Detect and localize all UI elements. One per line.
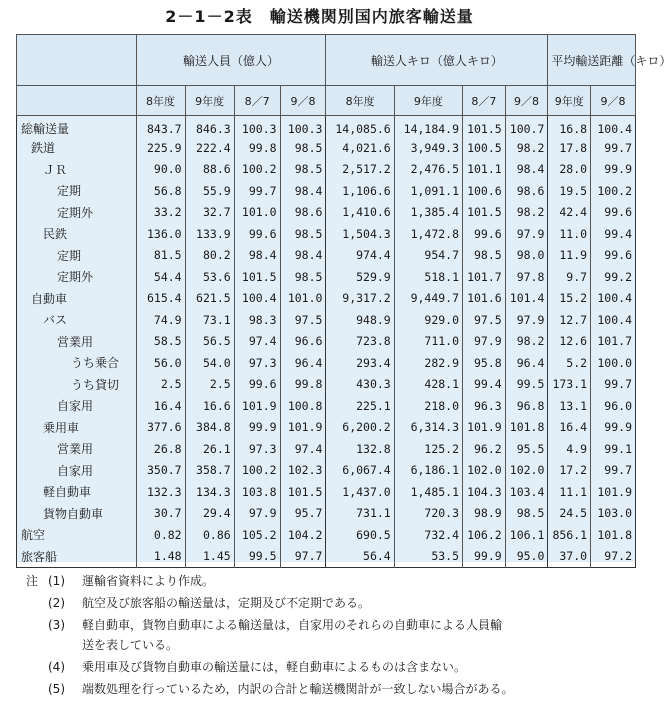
table-cell: 732.4: [394, 524, 462, 546]
table-cell: 24.5: [548, 503, 591, 525]
table-cell: 95.0: [505, 546, 548, 568]
table-cell: 100.4: [591, 309, 636, 331]
table-cell: 30.7: [136, 503, 185, 525]
table-cell: 1,385.4: [394, 202, 462, 224]
table-cell: 11.9: [548, 245, 591, 267]
table-cell: 98.4: [280, 245, 326, 267]
table-cell: 99.2: [591, 266, 636, 288]
note-item: [26, 678, 632, 700]
note-number: (4): [48, 660, 65, 674]
table-body: [17, 116, 636, 568]
row-label: 自家用: [17, 395, 137, 417]
table-cell: 100.2: [591, 180, 636, 202]
table-cell: 98.4: [234, 245, 280, 267]
table-cell: 16.8: [548, 116, 591, 138]
row-label: 貨物自動車: [17, 503, 137, 525]
table-cell: 293.4: [326, 352, 394, 374]
table-cell: 100.3: [280, 116, 326, 138]
table-cell: 99.5: [505, 374, 548, 396]
row-label: 軽自動車: [17, 481, 137, 503]
table-cell: 99.4: [463, 374, 506, 396]
table-cell: 81.5: [136, 245, 185, 267]
table-cell: 99.6: [234, 223, 280, 245]
header-avg-distance: 平均輸送距離（キロ）: [548, 35, 636, 86]
table-row: [17, 116, 636, 138]
table-cell: 125.2: [394, 438, 462, 460]
table-cell: 99.6: [591, 245, 636, 267]
table-cell: 1,106.6: [326, 180, 394, 202]
table-cell: 97.5: [463, 309, 506, 331]
table-cell: 98.5: [280, 223, 326, 245]
table-cell: 1,091.1: [394, 180, 462, 202]
table-cell: 103.8: [234, 481, 280, 503]
table-cell: 97.3: [234, 438, 280, 460]
table-cell: 97.9: [505, 309, 548, 331]
table-cell: 12.7: [548, 309, 591, 331]
table-cell: 73.1: [185, 309, 234, 331]
table-cell: 377.6: [136, 417, 185, 439]
table-cell: 14,085.6: [326, 116, 394, 138]
table-cell: 846.3: [185, 116, 234, 138]
subheader: 8／7: [463, 86, 506, 116]
row-label: 旅客船: [17, 546, 137, 568]
row-label: 航空: [17, 524, 137, 546]
table-cell: 42.4: [548, 202, 591, 224]
table-cell: 14,184.9: [394, 116, 462, 138]
table-cell: 98.5: [505, 503, 548, 525]
table-row: [17, 159, 636, 181]
table-cell: 53.5: [394, 546, 462, 568]
table-cell: 6,314.3: [394, 417, 462, 439]
table-cell: 98.0: [505, 245, 548, 267]
row-label: 乗用車: [17, 417, 137, 439]
table-row: [17, 137, 636, 159]
table-cell: 99.9: [463, 546, 506, 568]
table-cell: 97.3: [234, 352, 280, 374]
table-cell: 99.8: [280, 374, 326, 396]
table-cell: 0.82: [136, 524, 185, 546]
note-text: 乗用車及び貨物自動車の輸送量には，軽自動車によるものは含まない。: [82, 660, 467, 674]
table-cell: 101.8: [505, 417, 548, 439]
table-cell: 96.3: [463, 395, 506, 417]
note-item: [26, 592, 632, 614]
table-cell: 100.8: [280, 395, 326, 417]
table-cell: 2.5: [136, 374, 185, 396]
table-cell: 98.4: [280, 180, 326, 202]
table-cell: 101.9: [234, 395, 280, 417]
table-row: [17, 223, 636, 245]
table-cell: 96.2: [463, 438, 506, 460]
table-cell: 16.4: [548, 417, 591, 439]
table-cell: 529.9: [326, 266, 394, 288]
table-cell: 1.45: [185, 546, 234, 568]
note-number: (5): [48, 682, 65, 696]
table-row: [17, 245, 636, 267]
table-cell: 2,476.5: [394, 159, 462, 181]
table-cell: 102.0: [463, 460, 506, 482]
table-cell: 88.6: [185, 159, 234, 181]
table-cell: 1,410.6: [326, 202, 394, 224]
table-row: [17, 395, 636, 417]
table-cell: 102.3: [280, 460, 326, 482]
table-cell: 12.6: [548, 331, 591, 353]
table-cell: 428.1: [394, 374, 462, 396]
note-number: (1): [48, 574, 65, 588]
table-cell: 99.4: [591, 223, 636, 245]
table-row: [17, 266, 636, 288]
table-row: [17, 202, 636, 224]
table-cell: 133.9: [185, 223, 234, 245]
table-cell: 100.5: [463, 137, 506, 159]
table-cell: 101.0: [280, 288, 326, 310]
table-cell: 101.6: [463, 288, 506, 310]
table-cell: 56.8: [136, 180, 185, 202]
table-cell: 384.8: [185, 417, 234, 439]
table-cell: 99.6: [234, 374, 280, 396]
table-cell: 173.1: [548, 374, 591, 396]
header-passenger-km: 輸送人キロ（億人キロ）: [326, 35, 548, 86]
table-row: [17, 180, 636, 202]
transport-table-container: [16, 34, 671, 564]
table-cell: 98.5: [280, 159, 326, 181]
table-cell: 1,472.8: [394, 223, 462, 245]
table-row: [17, 524, 636, 546]
table-cell: 56.0: [136, 352, 185, 374]
table-cell: 97.9: [505, 223, 548, 245]
table-cell: 104.2: [280, 524, 326, 546]
table-cell: 99.7: [591, 374, 636, 396]
table-cell: 101.9: [591, 481, 636, 503]
note-text: 軽自動車，貨物自動車による輸送量は，自家用のそれらの自動車による人員輸: [82, 618, 503, 632]
table-cell: 720.3: [394, 503, 462, 525]
table-cell: 106.1: [505, 524, 548, 546]
table-cell: 136.0: [136, 223, 185, 245]
table-cell: 99.9: [591, 159, 636, 181]
table-cell: 96.4: [280, 352, 326, 374]
table-cell: 1.48: [136, 546, 185, 568]
table-cell: 100.4: [234, 288, 280, 310]
subheader: 9年度: [394, 86, 462, 116]
table-row: [17, 438, 636, 460]
table-cell: 100.0: [591, 352, 636, 374]
table-cell: 101.5: [280, 481, 326, 503]
table-cell: 97.8: [505, 266, 548, 288]
table-cell: 53.6: [185, 266, 234, 288]
row-label: 営業用: [17, 331, 137, 353]
table-cell: 17.2: [548, 460, 591, 482]
table-cell: 90.0: [136, 159, 185, 181]
table-cell: 99.9: [234, 417, 280, 439]
table-cell: 948.9: [326, 309, 394, 331]
subheader: 9／8: [280, 86, 326, 116]
table-cell: 1,485.1: [394, 481, 462, 503]
header-corner: [17, 35, 137, 86]
table-cell: 37.0: [548, 546, 591, 568]
note-prefix: 注: [26, 574, 39, 588]
table-cell: 97.9: [234, 503, 280, 525]
table-cell: 106.2: [463, 524, 506, 546]
table-cell: 101.7: [591, 331, 636, 353]
table-cell: 11.0: [548, 223, 591, 245]
table-row: [17, 374, 636, 396]
table-cell: 5.2: [548, 352, 591, 374]
table-cell: 11.1: [548, 481, 591, 503]
table-cell: 105.2: [234, 524, 280, 546]
table-cell: 6,200.2: [326, 417, 394, 439]
table-cell: 100.7: [505, 116, 548, 138]
table-cell: 95.7: [280, 503, 326, 525]
table-cell: 99.7: [591, 460, 636, 482]
note-item: [26, 656, 632, 678]
row-label: 自動車: [17, 288, 137, 310]
row-label: 総輸送量: [17, 116, 137, 138]
table-cell: 99.5: [234, 546, 280, 568]
table-cell: 101.5: [234, 266, 280, 288]
table-cell: 16.4: [136, 395, 185, 417]
table-cell: 929.0: [394, 309, 462, 331]
table-cell: 2,517.2: [326, 159, 394, 181]
table-cell: 98.2: [505, 202, 548, 224]
table-cell: 99.7: [234, 180, 280, 202]
subheader: 8年度: [136, 86, 185, 116]
table-cell: 97.5: [280, 309, 326, 331]
table-cell: 55.9: [185, 180, 234, 202]
table-cell: 17.8: [548, 137, 591, 159]
table-cell: 54.0: [185, 352, 234, 374]
table-cell: 58.5: [136, 331, 185, 353]
table-row: [17, 352, 636, 374]
subheader: 9／8: [505, 86, 548, 116]
table-cell: 731.1: [326, 503, 394, 525]
table-cell: 218.0: [394, 395, 462, 417]
row-label: 定期: [17, 180, 137, 202]
table-cell: 134.3: [185, 481, 234, 503]
table-cell: 101.5: [463, 202, 506, 224]
note-text: 運輸省資料により作成。: [82, 574, 215, 588]
table-cell: 95.5: [505, 438, 548, 460]
table-cell: 98.5: [280, 137, 326, 159]
subheader: 9／8: [591, 86, 636, 116]
table-cell: 98.4: [505, 159, 548, 181]
table-cell: 97.2: [591, 546, 636, 568]
table-cell: 95.8: [463, 352, 506, 374]
table-cell: 33.2: [136, 202, 185, 224]
table-row: [17, 417, 636, 439]
row-label: 定期: [17, 245, 137, 267]
row-label: 定期外: [17, 202, 137, 224]
table-cell: 9,449.7: [394, 288, 462, 310]
note-number: (3): [48, 618, 65, 632]
table-row: [17, 288, 636, 310]
table-cell: 723.8: [326, 331, 394, 353]
note-continuation: 送を表している。: [82, 638, 179, 652]
table-cell: 97.4: [280, 438, 326, 460]
table-cell: 28.0: [548, 159, 591, 181]
table-cell: 98.2: [505, 137, 548, 159]
row-label: 鉄道: [17, 137, 137, 159]
table-cell: 101.9: [280, 417, 326, 439]
row-label: うち貸切: [17, 374, 137, 396]
table-cell: 430.3: [326, 374, 394, 396]
table-cell: 690.5: [326, 524, 394, 546]
table-cell: 2.5: [185, 374, 234, 396]
table-cell: 102.0: [505, 460, 548, 482]
table-cell: 350.7: [136, 460, 185, 482]
table-cell: 103.4: [505, 481, 548, 503]
table-cell: 711.0: [394, 331, 462, 353]
note-item: [26, 570, 632, 592]
row-label: うち乗合: [17, 352, 137, 374]
table-cell: 518.1: [394, 266, 462, 288]
table-cell: 974.4: [326, 245, 394, 267]
row-label: バス: [17, 309, 137, 331]
table-cell: 98.5: [280, 266, 326, 288]
table-cell: 13.1: [548, 395, 591, 417]
table-cell: 96.6: [280, 331, 326, 353]
table-cell: 98.9: [463, 503, 506, 525]
table-cell: 101.4: [505, 288, 548, 310]
table-cell: 74.9: [136, 309, 185, 331]
table-cell: 101.9: [463, 417, 506, 439]
note-number: (2): [48, 596, 65, 610]
table-cell: 9,317.2: [326, 288, 394, 310]
table-cell: 98.3: [234, 309, 280, 331]
table-cell: 54.4: [136, 266, 185, 288]
table-cell: 132.8: [326, 438, 394, 460]
table-cell: 1,504.3: [326, 223, 394, 245]
table-cell: 132.3: [136, 481, 185, 503]
table-cell: 99.8: [234, 137, 280, 159]
table-cell: 856.1: [548, 524, 591, 546]
row-label: 営業用: [17, 438, 137, 460]
table-cell: 358.7: [185, 460, 234, 482]
table-cell: 222.4: [185, 137, 234, 159]
table-cell: 98.5: [463, 245, 506, 267]
table-cell: 225.1: [326, 395, 394, 417]
table-cell: 100.3: [234, 116, 280, 138]
transport-table: [16, 34, 671, 568]
note-text: 端数処理を行っているため，内訳の合計と輸送機関計が一致しない場合がある。: [82, 682, 514, 696]
table-cell: 6,186.1: [394, 460, 462, 482]
note-text: 航空及び旅客船の輸送量は，定期及び不定期である。: [82, 596, 371, 610]
row-label: 自家用: [17, 460, 137, 482]
subheader: 8／7: [234, 86, 280, 116]
table-cell: 282.9: [394, 352, 462, 374]
table-cell: 97.9: [463, 331, 506, 353]
table-cell: 100.2: [234, 460, 280, 482]
table-cell: 225.9: [136, 137, 185, 159]
table-cell: 104.3: [463, 481, 506, 503]
table-row: [17, 546, 636, 568]
table-cell: 3,949.3: [394, 137, 462, 159]
table-cell: 56.5: [185, 331, 234, 353]
row-label: 民鉄: [17, 223, 137, 245]
table-cell: 101.5: [463, 116, 506, 138]
subheader: 9年度: [548, 86, 591, 116]
table-cell: 99.6: [463, 223, 506, 245]
table-cell: 4,021.6: [326, 137, 394, 159]
table-cell: 96.8: [505, 395, 548, 417]
table-cell: 0.86: [185, 524, 234, 546]
header-corner-sub: [17, 86, 137, 116]
table-cell: 26.1: [185, 438, 234, 460]
table-cell: 99.1: [591, 438, 636, 460]
table-cell: 101.1: [463, 159, 506, 181]
table-cell: 103.0: [591, 503, 636, 525]
header-passengers: 輸送人員（億人）: [136, 35, 326, 86]
table-cell: 99.7: [591, 137, 636, 159]
table-cell: 101.0: [234, 202, 280, 224]
table-cell: 56.4: [326, 546, 394, 568]
subheader: 9年度: [185, 86, 234, 116]
table-cell: 19.5: [548, 180, 591, 202]
table-cell: 80.2: [185, 245, 234, 267]
table-cell: 843.7: [136, 116, 185, 138]
subheader: 8年度: [326, 86, 394, 116]
table-cell: 615.4: [136, 288, 185, 310]
row-label: ＪＲ: [17, 159, 137, 181]
table-cell: 96.0: [591, 395, 636, 417]
note-item: [26, 614, 632, 636]
table-row: [17, 481, 636, 503]
table-cell: 16.6: [185, 395, 234, 417]
table-row: [17, 309, 636, 331]
table-cell: 98.2: [505, 331, 548, 353]
table-cell: 15.2: [548, 288, 591, 310]
notes: [26, 570, 632, 700]
table-cell: 6,067.4: [326, 460, 394, 482]
table-cell: 9.7: [548, 266, 591, 288]
table-title: 2－1－2表 輸送機関別国内旅客輸送量: [165, 7, 474, 26]
table-cell: 97.7: [280, 546, 326, 568]
table-cell: 99.9: [591, 417, 636, 439]
table-row: [17, 503, 636, 525]
table-row: [17, 460, 636, 482]
table-cell: 26.8: [136, 438, 185, 460]
table-cell: 29.4: [185, 503, 234, 525]
table-cell: 101.7: [463, 266, 506, 288]
table-cell: 100.4: [591, 288, 636, 310]
table-cell: 98.6: [505, 180, 548, 202]
table-cell: 101.8: [591, 524, 636, 546]
table-cell: 97.4: [234, 331, 280, 353]
table-row: [17, 331, 636, 353]
table-cell: 32.7: [185, 202, 234, 224]
table-cell: 100.6: [463, 180, 506, 202]
table-cell: 96.4: [505, 352, 548, 374]
table-cell: 100.2: [234, 159, 280, 181]
row-label: 定期外: [17, 266, 137, 288]
table-cell: 4.9: [548, 438, 591, 460]
table-cell: 1,437.0: [326, 481, 394, 503]
table-cell: 98.6: [280, 202, 326, 224]
table-cell: 954.7: [394, 245, 462, 267]
table-cell: 621.5: [185, 288, 234, 310]
table-cell: 100.4: [591, 116, 636, 138]
table-cell: 99.6: [591, 202, 636, 224]
